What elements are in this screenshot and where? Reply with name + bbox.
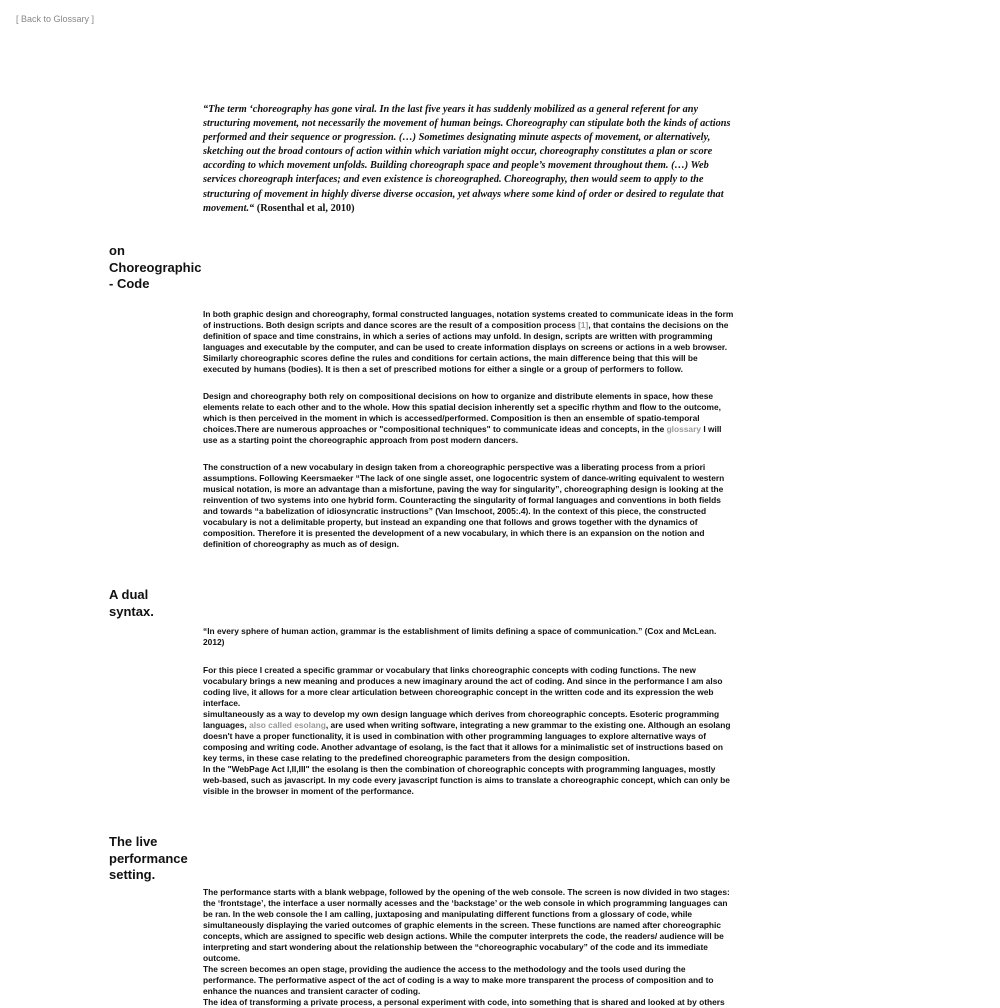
paragraph-text: simultaneously as a way to develop my own design language which derives from choreographic concepts. Esoteric programming languages, <box>203 709 720 730</box>
paragraph-line: In the "WebPage Act I,II,III" the esolang is then the combination of choreographic concepts with programming languages, mostly web-based, such as javascript. In my code every javascript function is aims to translate a choreographic concept, which can only be visible in the browser in moment of the performance. <box>203 764 730 796</box>
footnote-link[interactable]: [1] <box>578 320 589 330</box>
paragraph-text: I will use as a starting point the choreographic approach from post modern dancers. <box>203 424 722 445</box>
paragraph-text: In both graphic design and choreography, formal constructed languages, notation systems created to communicate ideas in the form of instructions. Both design scripts and dance scores are the result of a composition process <box>203 309 734 330</box>
glossary-link[interactable]: glossary <box>666 424 702 434</box>
paragraph-text: , that contains the decisions on the definition of space and time constrains, in which a series of actions may unfold. In design, scripts are written with programming languages and executable by the computer, and can be used to create information displays on screens or actions in a web browser. Similarly choreographic scores define the rules and conditions for certain actions, the main difference being that this will be executed by humans (bodies). It is then a set of prescribed motions for either a single or a group of performers to follow. <box>203 320 729 374</box>
esolang-link[interactable]: also called esolang <box>249 720 326 730</box>
epigraph-text: “The term ‘choreography has gone viral. In the last five years it has suddenly mobilized as a general referent for any structuring movement, not necessarily the movement of human beings. Choreography can stipulate both the kinds of actions performed and their sequence or progression. (…) Sometimes designating minute aspects of movement, or alternatively, sketching out the broad contours of action within which variation might occur, choreography constitutes a plan or score according to which movement unfolds. Building choreograph space and people’s movement throughout them. (…) Web services choreograph interfaces; and even existence is choreographed. Choreography, then would seem to apply to the structuring of movement in highly diverse diverse occasion, yet always where some kind of order or desired to regulate that movement.“ <box>203 104 731 214</box>
epigraph-quote <box>203 103 733 216</box>
paragraph-line: The screen becomes an open stage, providing the audience the access to the methodology and the tools used during the performance. The performative aspect of the act of coding is a way to make more transparent the process of composition and to enhance the nuances and transient caracter of coding. <box>203 964 714 996</box>
heading-line: syntax. <box>109 603 154 619</box>
paragraph-new-vocabulary: The construction of a new vocabulary in design taken from a choreographic perspective was a liberating process from a priori assumptions. Following Keersmaeker “The lack of one single asset, one logocentric system of dance-writing equivalent to western musical notation, is more an advantage than a misfortune, paving the way for singularity”, choreographing design is looking at the reinvention of two systems into one hybrid form. Counteracting the singularity of formal languages and conventions in both fields and towards “a babelization of idiosyncratic instructions” (Van Imschoot, 2005:.4). In the context of this piece, the constructed vocabulary is not a delimitable property, but instead an expanding one that follows and grows together with the dynamics of composition. Therefore it is presented the development of a new vocabulary, in which there is an expansion on the notion and definition of choreography as much as of design. <box>203 462 725 549</box>
paragraph-line: For this piece I created a specific grammar or vocabulary that links choreographic concepts with coding functions. The new vocabulary brings a new meaning and produces a new imaginary around the act of coding. And since in the performance I am also coding live, it allows for a more clear articulation between choreographic concept in the written code and its expression the web interface. <box>203 665 723 708</box>
paragraph-compositional-decisions <box>203 391 735 446</box>
paragraph-text: Design and choreography both rely on compositional decisions on how to organize and distribute elements in space, how these elements relate to each other and to the whole. How this spatial decision inherently set a specific rhythm and flow to the outcome, which is then perceived in the moment in which is accessed/performed. Composition is then an ensemble of spatio-temporal choices.There are numerous approaches or "compositional techniques" to communicate ideas and concepts, in the <box>203 391 721 434</box>
section-heading-dual-syntax <box>109 587 209 620</box>
paragraph-grammar-quote: “In every sphere of human action, grammar is the establishment of limits defining a space of communication.” (Cox and McLean. 2012) <box>203 626 717 647</box>
paragraph-composition-process <box>203 309 735 375</box>
paragraph-performance-setting <box>203 887 735 1008</box>
epigraph-citation: (Rosenthal et al, 2010) <box>256 202 355 214</box>
paragraph-esolang <box>203 665 735 797</box>
section-heading-choreographic-code <box>109 243 209 293</box>
heading-line: The live <box>109 834 158 849</box>
paragraph-line: The idea of transforming a private process, a personal experiment with code, into something that is shared and looked at by others <box>203 997 725 1007</box>
heading-line: on <box>109 243 125 258</box>
paragraph-line <box>203 709 735 764</box>
heading-line: Choreographic <box>109 259 202 275</box>
heading-line: - Code <box>109 276 150 291</box>
paragraph-text: , are used when writing software, integrating a new grammar to the existing one. Although an esolang doesn't have a proper functionality, it is used in combination with other programming languages to explore alternative ways of composing and writing code. Another advantage of esolang, is the fact that it allows for a minimalistic set of instructions based on key terms, in these case relating to the predefined choreographic parameters from the design composition. <box>203 720 731 763</box>
back-to-glossary-link[interactable]: [ Back to Glossary ] <box>16 14 95 24</box>
paragraph-line: The performance starts with a blank webpage, followed by the opening of the web console. The screen is now divided in two stages: the ‘frontstage’, the interface a user normally acesses and the ‘backstage’ or the web console in which programming languages can be ran. In the web console the I am calling, juxtaposing and manipulating different functions from a glossary of code, while simultaneously displaying the varied outcomes of graphic elements in the screen. These functions are named after choreographic concepts, which are assigned to specific web design actions. While the computer interprets the code, the readers/ audience will be interpreting and start wondering about the relationship between the “choreographic vocabulary” of the code and its immediate outcome. <box>203 887 730 963</box>
heading-line: A dual <box>109 587 149 602</box>
section-heading-live-performance <box>109 834 209 884</box>
heading-line: performance <box>109 850 188 866</box>
heading-line: setting. <box>109 867 156 882</box>
